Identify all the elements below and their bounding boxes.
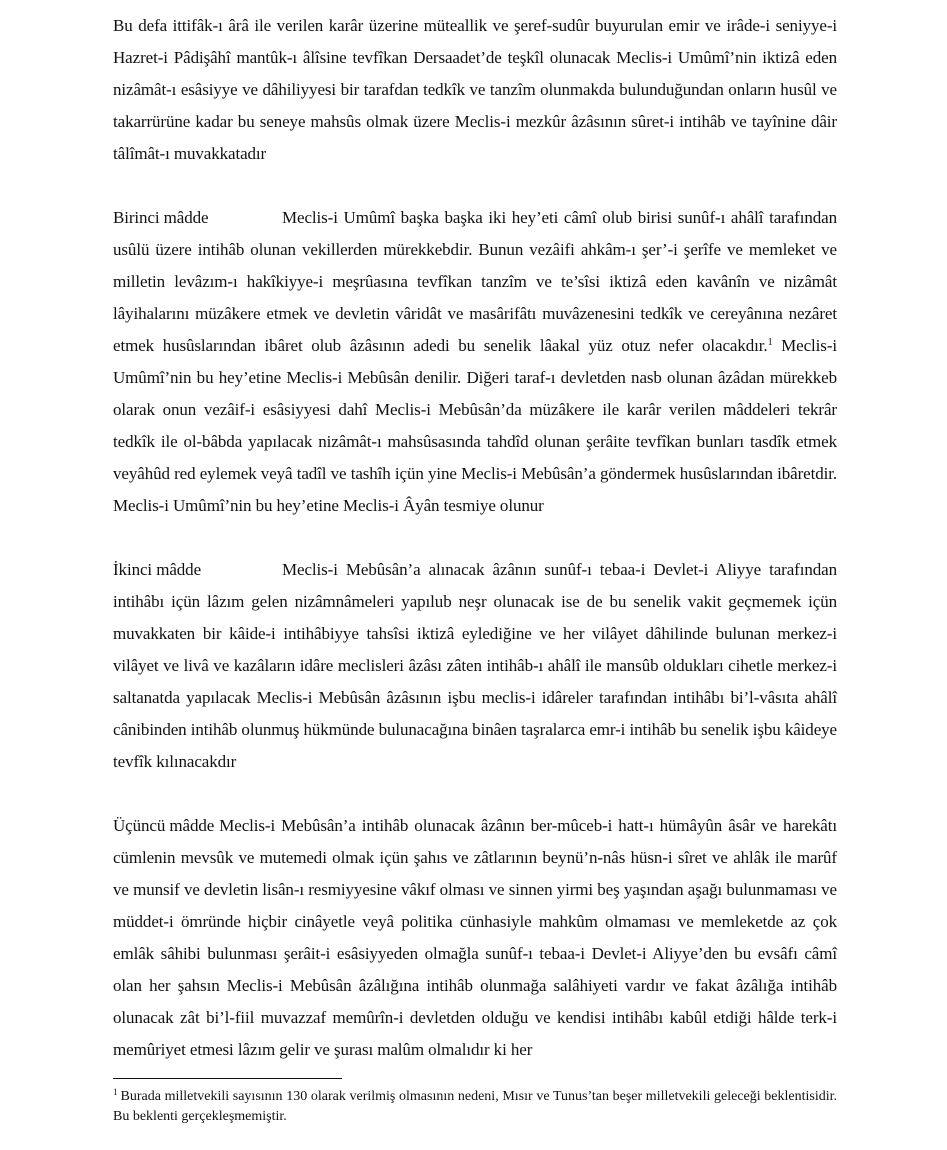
footnote-number: 1 bbox=[113, 1087, 118, 1097]
footnotes-section bbox=[113, 1078, 837, 1127]
article-2-paragraph bbox=[113, 554, 837, 778]
article-2-text: Meclis-i Mebûsân’a alınacak âzânın sunûf-ı tebaa-i Devlet-i Aliyye tarafından intihâbı içün lâzım gelen nizâmnâmeleri yapılub neşr olunacak ise de bu senelik vakit geçmemek içün muvakkaten bir kâide-i intihâbiyye tahsîsi iktizâ eylediğine ve her vilâyet dâhilinde bulunan merkez-i vilâyet ve livâ ve kazâların idâre meclisleri âzâsı zâten intihâb-ı ahâlî ile mansûb oldukları cihetle merkez-i saltanatda yapılacak Meclis-i Mebûsân âzâsının işbu meclis-i idâreler tarafından intihâbı bi’l-vâsıta ahâlî cânibinden intihâb olunmuş hükmünde bulunacağına binâen taşralarca emr-i intihâb bu senelik işbu kâideye tevfîk kılınacakdır bbox=[113, 560, 837, 771]
article-1-text-continued: Meclis-i Umûmî’nin bu hey’etine Meclis-i Mebûsân denilir. Diğeri taraf-ı devletden nasb olunan âzâdan mürekkeb olarak onun vezâif-i esâsiyyesi dahî Meclis-i Mebûsân’da müzâkere ile karâr verilen mâddeleri tekrâr tedkîk ile ol-bâbda yapılacak nizâmât-ı mahsûsasında tahdîd olunan şerâite tevfîkan bunları tasdîk etmek veyâhûd red eylemek veyâ tadîl ve tashîh içün yine Meclis-i Mebûsân’a göndermek husûslarından ibâretdir. Meclis-i Umûmî’nin bu hey’etine Meclis-i Âyân tesmiye olunur bbox=[113, 336, 837, 515]
footnote-reference-1[interactable]: 1 bbox=[767, 337, 773, 348]
footnote-separator bbox=[113, 1078, 342, 1079]
article-3-paragraph bbox=[113, 810, 837, 1066]
document-body bbox=[113, 10, 837, 1066]
article-1-text: Meclis-i Umûmî başka başka iki hey’eti câmî olub birisi sunûf-ı ahâlî tarafından usûlü üzere intihâb olunan vekillerden mürekkebdir. Bunun vezâifi ahkâm-ı şer’-i şerîfe ve memleket ve milletin levâzım-ı hakîkiyye-i meşrûasına tevfîkan tanzîm ve te’sîsi iktizâ eden kavânîn ve nizâmât lâyihalarını müzâkere etmek ve devletin vâridât ve masârifâtı muvâzenesini tedkîk ve cereyânına nezâret etmek husûslarından ibâret olub âzâsının adedi bu senelik lâakal yüz otuz nefer olacakdır. bbox=[113, 208, 837, 355]
article-3-text: Meclis-i Mebûsân’a intihâb olunacak âzânın ber-mûceb-i hatt-ı hümâyûn âsâr ve harekâtı cümlenin mevsûk ve mutemedi olmak içün şahıs ve zâtlarının beynü’n-nâs hüsn-i sîret ve ahlâk ile marûf ve munsif ve devletin lisân-ı resmiyyesine vâkıf olması ve sinnen yirmi beş yaşından aşağı bulunmaması ve müddet-i ömründe hiçbir cinâyetle veyâ politika cünhasiyle mahkûm olmaması ve memleketde az çok emlâk sâhibi bulunması şerâit-i esâsiyyeden olmağla sunûf-ı tebaa-i Devlet-i Aliyye’den bu evsâfı câmî olan her şahsın Meclis-i Mebûsân âzâlığına intihâb olunmağa salâhiyeti vardır ve fakat âzâlığa intihâb olunacak zât bi’l-fiil muvazzaf memûrîn-i devletden olduğu ve kendisi intihâbı kabûl etdiği hâlde terk-i memûriyet etmesi lâzım gelir ve şurası malûm olmalıdır ki her bbox=[113, 816, 837, 1059]
article-2-label: İkinci mâdde bbox=[113, 560, 202, 579]
article-1-label: Birinci mâdde bbox=[113, 208, 209, 227]
article-3-label: Üçüncü mâdde bbox=[113, 816, 215, 835]
footnote-text: Burada milletvekili sayısının 130 olarak verilmiş olmasının nedeni, Mısır ve Tunus’tan beşer milletvekili geleceği beklentisidir. Bu beklenti gerçekleşmemiştir. bbox=[113, 1089, 837, 1124]
footnote-1 bbox=[113, 1087, 837, 1127]
article-1-paragraph bbox=[113, 202, 837, 522]
intro-paragraph: Bu defa ittifâk-ı ârâ ile verilen karâr üzerine müteallik ve şeref-sudûr buyurulan emir ve irâde-i seniyye-i Hazret-i Pâdişâhî mantûk-ı âlîsine tevfîkan Dersaadet’de teşkîl olunacak Meclis-i Umûmî’nin iktizâ eden nizâmât-ı esâsiyye ve dâhiliyyesi bir tarafdan tedkîk ve tanzîm olunmakda bulunduğundan onların husûl ve takarrürüne kadar bu seneye mahsûs olmak üzere Meclis-i mezkûr âzâsının sûret-i intihâb ve tayînine dâir tâlîmât-ı muvakkatadır bbox=[113, 16, 837, 163]
